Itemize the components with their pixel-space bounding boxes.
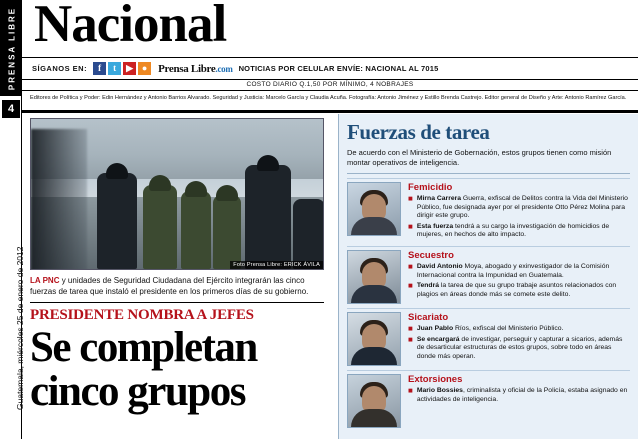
- spine-date: [0, 120, 25, 420]
- story-headline: Se completan cinco grupos: [30, 324, 257, 415]
- portrait-body: [351, 347, 397, 365]
- portrait-body: [351, 217, 397, 235]
- price-line: COSTO DIARIO Q.1,50 POR MÍNIMO, 4 NOBRAJES: [22, 80, 638, 91]
- prensa-libre-logo[interactable]: [158, 63, 232, 75]
- task-force-entry: [347, 308, 630, 370]
- bullet-lead: Mario Bossies: [416, 386, 463, 394]
- logo-main: Prensa Libre: [158, 62, 216, 75]
- spine-date-label: Guatemala, miércoles 25 de enero de 2012: [15, 246, 25, 410]
- entry-bullet: [408, 282, 630, 299]
- page-number-badge: 4: [2, 100, 20, 118]
- photo-soldier-3: [213, 195, 241, 269]
- follow-bar: [22, 58, 638, 80]
- sms-promo-text: NOTICIAS POR CELULAR ENVÍE: NACIONAL AL 7015: [238, 64, 439, 73]
- portrait-extorsiones: [347, 374, 401, 428]
- logo-domain: .com: [215, 63, 233, 74]
- story-lede-kicker: LA PNC: [30, 276, 60, 285]
- entry-bullet: [408, 387, 630, 404]
- task-forces-panel: [338, 114, 638, 439]
- main-photo: [30, 118, 324, 270]
- entry-bullet: [408, 223, 630, 240]
- panel-title: Fuerzas de tarea: [347, 120, 490, 144]
- panel-subtitle: De acuerdo con el Ministerio de Gobernación, estos grupos tienen como misión montar operativos de inteligencia.: [347, 148, 612, 167]
- twitter-icon[interactable]: t: [108, 62, 121, 75]
- photo-credit: Foto Prensa Libre: ERICK ÁVILA: [230, 261, 323, 269]
- facebook-icon[interactable]: f: [93, 62, 106, 75]
- bullet-text: la tarea de que su grupo trabaje asuntos relacionados con plagios en áreas donde más se comete este delito.: [416, 282, 617, 298]
- lede-divider: [30, 302, 324, 303]
- bullet-dot-icon: ■: [408, 334, 413, 344]
- youtube-icon[interactable]: ▶: [123, 62, 136, 75]
- bullet-lead: Mirna Carrera: [416, 195, 462, 202]
- bullet-lead: Esta fuerza: [416, 222, 454, 230]
- bullet-text: tendrá a su cargo la investigación de homicidios de mujeres, en hechos de alto impacto.: [416, 222, 610, 239]
- task-force-entry: [347, 246, 630, 308]
- photo-officer-3: [293, 199, 324, 269]
- bullet-text: Ríos, exfiscal del Ministerio Público.: [453, 324, 564, 332]
- entry-bullet: [408, 325, 630, 334]
- task-force-entry: [347, 370, 630, 432]
- staff-credits: Editores de Política y Poder: Edin Hernández y Antonio Barrios Alvarado. Seguridad y Justicia: Marcelo García y Claudia Acuña. Fotografía: Antonio Jiménez y Estillo Brenda Castrejo. Editor general de Diseño y Arte: Antonio Ramírez García.: [22, 91, 638, 113]
- bullet-dot-icon: ■: [408, 385, 413, 395]
- entry-category: Extorsiones: [408, 373, 463, 385]
- spine-brand: [0, 0, 22, 96]
- task-force-entry: [347, 178, 630, 246]
- page-spine: [0, 0, 25, 439]
- portrait-secuestro: [347, 250, 401, 304]
- entry-category: Sicariato: [408, 311, 449, 323]
- bullet-lead: Se encargará: [416, 335, 460, 343]
- photo-soldier-1: [143, 185, 177, 269]
- bullet-dot-icon: ■: [408, 194, 413, 203]
- entry-category: Secuestro: [408, 249, 454, 261]
- bullet-text: Guerra, exfiscal de Delitos contra la Vida del Ministerio Público, fue designada ayer por el presidente Otto Pérez Molina para dirigir este grupo.: [416, 195, 628, 220]
- bullet-dot-icon: ■: [408, 281, 413, 291]
- bullet-lead: Juan Pablo: [416, 324, 454, 332]
- section-title: Nacional: [34, 0, 227, 53]
- bullet-text: Moya, abogado y exinvestigador de la Comisión Internacional contra la Impunidad en Guatemala.: [416, 262, 610, 279]
- spine-brand-label: PRENSA LIBRE: [7, 6, 17, 91]
- portrait-femicidio: [347, 182, 401, 236]
- photo-officer-1: [97, 173, 137, 269]
- entry-bullet: [408, 336, 630, 362]
- story-overline: PRESIDENTE NOMBRA A JEFES: [30, 307, 254, 323]
- panel-divider: [347, 173, 630, 174]
- bullet-text: de investigar, perseguir y capturar a sicarios, además de desarticular estructuras de estos grupos, sobre todo en áreas donde más operan.: [416, 335, 623, 360]
- portrait-body: [351, 409, 397, 427]
- bullet-lead: Tendrá: [416, 282, 439, 290]
- photo-soldier-2: [181, 191, 211, 269]
- story-lede-text: y unidades de Seguridad Ciudadana del Ejército integrarán las cinco fuerzas de tarea que instaló el presidente en los primeros días de su gobierno.: [30, 276, 309, 296]
- bullet-lead: David Antonio: [416, 262, 463, 270]
- entry-category: Femicidio: [408, 182, 453, 193]
- photo-foreground-blur: [31, 129, 87, 270]
- photo-officer-2: [245, 165, 291, 269]
- masthead: [22, 0, 638, 58]
- bullet-dot-icon: ■: [408, 221, 413, 231]
- entry-bullet: [408, 195, 630, 221]
- follow-label: SÍGANOS EN:: [32, 64, 88, 73]
- portrait-sicariato: [347, 312, 401, 366]
- main-story-column: [22, 114, 332, 439]
- portrait-body: [351, 285, 397, 303]
- bullet-text: , criminalista y oficial de la Policía, estaba asignado en actividades de inteligencia.: [416, 386, 628, 403]
- story-lede: [30, 275, 324, 297]
- bullet-dot-icon: ■: [408, 261, 413, 271]
- rss-icon[interactable]: ●: [138, 62, 151, 75]
- bullet-dot-icon: ■: [408, 323, 413, 333]
- entry-bullet: [408, 263, 630, 280]
